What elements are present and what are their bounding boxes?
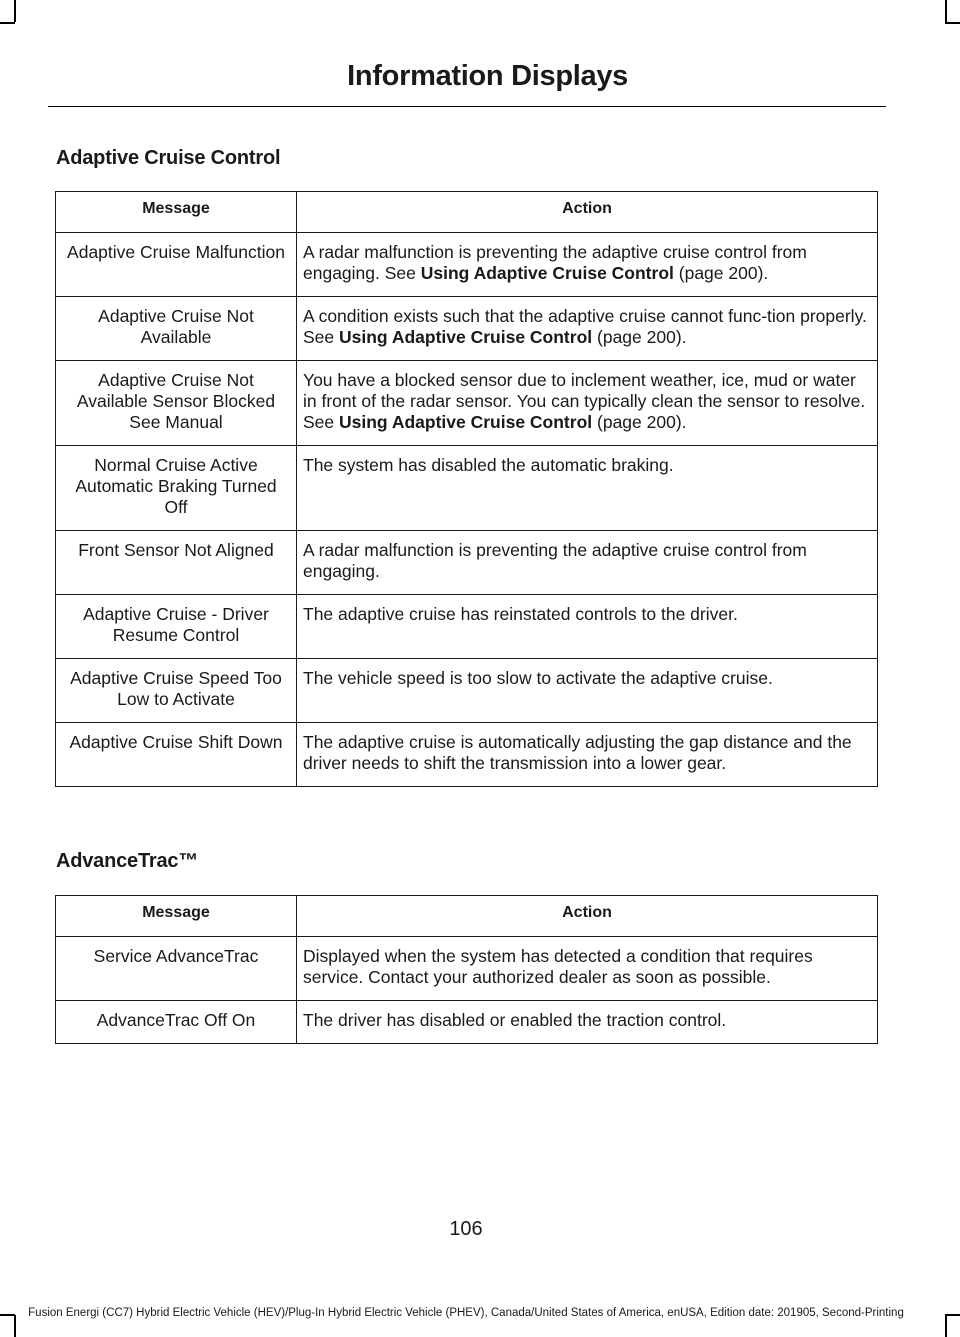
- action-cell: Displayed when the system has detected a condition that requires service. Contact your authorized dealer as soon as possible.: [297, 937, 878, 1001]
- table-row: [56, 595, 878, 659]
- document-footer: Fusion Energi (CC7) Hybrid Electric Vehicle (HEV)/Plug-In Hybrid Electric Vehicle (PHEV), Canada/United States of America, enUSA, Edition date: 201905, Second-Printing: [28, 1307, 904, 1319]
- message-cell: Adaptive Cruise - Driver Resume Control: [56, 595, 297, 659]
- advancetrac-table: [55, 895, 878, 1044]
- message-cell: Adaptive Cruise Shift Down: [56, 723, 297, 787]
- title-divider: [48, 106, 886, 107]
- crop-mark: [945, 1314, 960, 1316]
- table-row: [56, 1001, 878, 1044]
- column-header-action: Action: [297, 896, 878, 937]
- section-title-advancetrac: AdvanceTrac™: [56, 850, 199, 872]
- table-row: [56, 723, 878, 787]
- page-title: Information Displays: [347, 60, 628, 92]
- table-header-row: [56, 192, 878, 233]
- section-title-adaptive-cruise: Adaptive Cruise Control: [56, 147, 281, 169]
- cross-reference-link[interactable]: Using Adaptive Cruise Control: [420, 263, 674, 283]
- column-header-message: Message: [56, 192, 297, 233]
- crop-mark: [945, 0, 947, 22]
- action-cell: [297, 361, 878, 446]
- table-row: [56, 233, 878, 297]
- column-header-action: Action: [297, 192, 878, 233]
- table-row: [56, 531, 878, 595]
- message-cell: Normal Cruise Active Automatic Braking Turned Off: [56, 446, 297, 531]
- action-cell: The system has disabled the automatic braking.: [297, 446, 878, 531]
- message-cell: Adaptive Cruise Speed Too Low to Activate: [56, 659, 297, 723]
- action-cell: A radar malfunction is preventing the adaptive cruise control from engaging.: [297, 531, 878, 595]
- page-reference: (page 200).: [592, 327, 687, 347]
- action-text: A radar malfunction is preventing the adaptive cruise control from engaging. See: [303, 242, 807, 283]
- column-header-message: Message: [56, 896, 297, 937]
- crop-mark: [945, 1315, 947, 1337]
- page-reference: (page 200).: [592, 412, 687, 432]
- message-cell: AdvanceTrac Off On: [56, 1001, 297, 1044]
- cross-reference-link[interactable]: Using Adaptive Cruise Control: [339, 412, 593, 432]
- action-text: You have a blocked sensor due to inclement weather, ice, mud or water in front of the radar sensor. You can typically clean the sensor to resolve. See: [303, 370, 866, 432]
- message-cell: Front Sensor Not Aligned: [56, 531, 297, 595]
- action-cell: [297, 297, 878, 361]
- action-cell: The driver has disabled or enabled the traction control.: [297, 1001, 878, 1044]
- action-cell: [297, 233, 878, 297]
- crop-mark: [14, 0, 16, 22]
- crop-mark: [945, 22, 960, 24]
- message-cell: Adaptive Cruise Not Available: [56, 297, 297, 361]
- action-cell: The vehicle speed is too slow to activate the adaptive cruise.: [297, 659, 878, 723]
- table-row: [56, 361, 878, 446]
- action-text: A condition exists such that the adaptive cruise cannot func-tion properly. See: [303, 306, 867, 347]
- cross-reference-link[interactable]: Using Adaptive Cruise Control: [339, 327, 593, 347]
- crop-mark: [0, 22, 15, 24]
- page-reference: (page 200).: [673, 263, 769, 283]
- table-row: [56, 446, 878, 531]
- action-cell: The adaptive cruise has reinstated controls to the driver.: [297, 595, 878, 659]
- page-number: 106: [449, 1218, 483, 1240]
- table-row: [56, 937, 878, 1001]
- message-cell: Adaptive Cruise Malfunction: [56, 233, 297, 297]
- adaptive-cruise-table: [55, 191, 878, 787]
- message-cell: Service AdvanceTrac: [56, 937, 297, 1001]
- table-header-row: [56, 896, 878, 937]
- table-row: [56, 297, 878, 361]
- action-cell: The adaptive cruise is automatically adjusting the gap distance and the driver needs to shift the transmission into a lower gear.: [297, 723, 878, 787]
- table-row: [56, 659, 878, 723]
- message-cell: Adaptive Cruise Not Available Sensor Blocked See Manual: [56, 361, 297, 446]
